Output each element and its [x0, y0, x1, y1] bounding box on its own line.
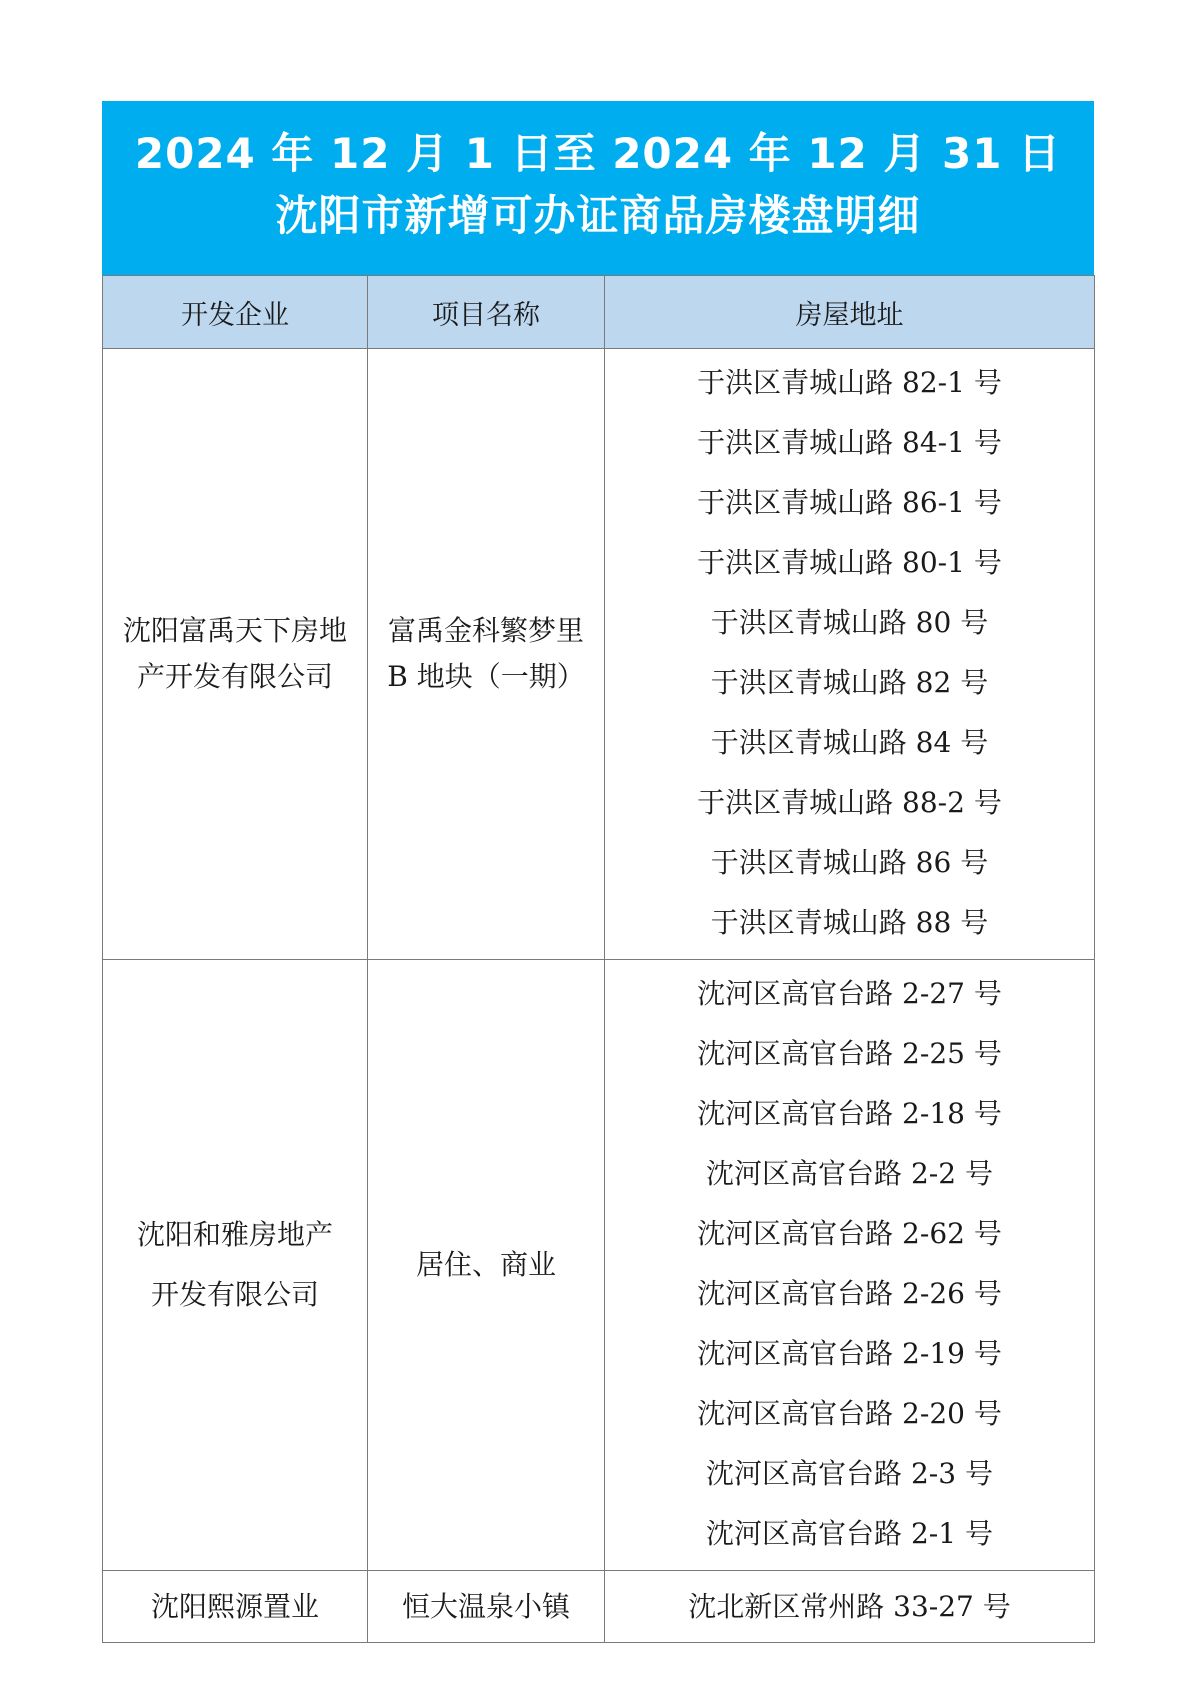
- address-item: 于洪区青城山路 84 号: [710, 726, 989, 759]
- developer-cell: [103, 349, 368, 960]
- address-item: 于洪区青城山路 88-2 号: [697, 786, 1002, 819]
- address-cell: [605, 349, 1095, 960]
- address-item: 沈河区高官台路 2-2 号: [706, 1157, 993, 1190]
- document: [102, 101, 1094, 1643]
- address-item: 于洪区青城山路 88 号: [710, 906, 989, 939]
- address-item: 于洪区青城山路 80-1 号: [697, 546, 1002, 579]
- project-line: 恒大温泉小镇: [401, 1589, 570, 1623]
- address-item: 沈河区高官台路 2-19 号: [697, 1337, 1002, 1370]
- address-item: 于洪区青城山路 84-1 号: [697, 426, 1002, 459]
- developer-line: 开发有限公司: [150, 1278, 319, 1311]
- project-line: B 地块（一期）: [387, 660, 585, 693]
- developer-line: 沈阳富禹天下房地: [122, 614, 347, 647]
- address-item: 沈河区高官台路 2-27 号: [697, 977, 1002, 1010]
- address-item: 于洪区青城山路 86 号: [710, 846, 989, 879]
- title-line-1: 2024 年 12 月 1 日至 2024 年 12 月 31 日: [134, 129, 1062, 178]
- address-item: 沈河区高官台路 2-3 号: [706, 1457, 993, 1490]
- address-item: 于洪区青城山路 80 号: [710, 606, 989, 639]
- header-project: 项目名称: [368, 276, 605, 349]
- address-item: 于洪区青城山路 82 号: [710, 666, 989, 699]
- header-developer: 开发企业: [103, 276, 368, 349]
- property-table: [102, 275, 1095, 1643]
- table-row: [103, 960, 1095, 1571]
- developer-cell: [103, 1571, 368, 1643]
- project-cell: [368, 960, 605, 1571]
- address-item: 沈河区高官台路 2-1 号: [706, 1517, 993, 1550]
- table-row: [103, 349, 1095, 960]
- address-item: 沈河区高官台路 2-18 号: [697, 1097, 1002, 1130]
- address-cell: [605, 960, 1095, 1571]
- table-header-row: [103, 276, 1095, 349]
- address-item: 沈河区高官台路 2-26 号: [697, 1277, 1002, 1310]
- address-item: 沈河区高官台路 2-20 号: [697, 1397, 1002, 1430]
- address-item: 于洪区青城山路 86-1 号: [697, 486, 1002, 519]
- developer-line: 沈阳熙源置业: [150, 1589, 319, 1623]
- table-row: [103, 1571, 1095, 1643]
- developer-line: 沈阳和雅房地产: [136, 1218, 333, 1251]
- address-item: 于洪区青城山路 82-1 号: [697, 366, 1002, 399]
- title-banner: [102, 101, 1094, 275]
- address-item: 沈河区高官台路 2-25 号: [697, 1037, 1002, 1070]
- address-item: 沈北新区常州路 33-27 号: [688, 1589, 1011, 1623]
- project-line: 居住、商业: [415, 1248, 556, 1281]
- address-cell: [605, 1571, 1095, 1643]
- project-cell: [368, 1571, 605, 1643]
- header-address: 房屋地址: [605, 276, 1095, 349]
- project-line: 富禹金科繁梦里: [387, 614, 584, 647]
- address-item: 沈河区高官台路 2-62 号: [697, 1217, 1002, 1250]
- title-line-2: 沈阳市新增可办证商品房楼盘明细: [275, 191, 921, 240]
- developer-cell: [103, 960, 368, 1571]
- project-cell: [368, 349, 605, 960]
- developer-line: 产开发有限公司: [136, 660, 333, 693]
